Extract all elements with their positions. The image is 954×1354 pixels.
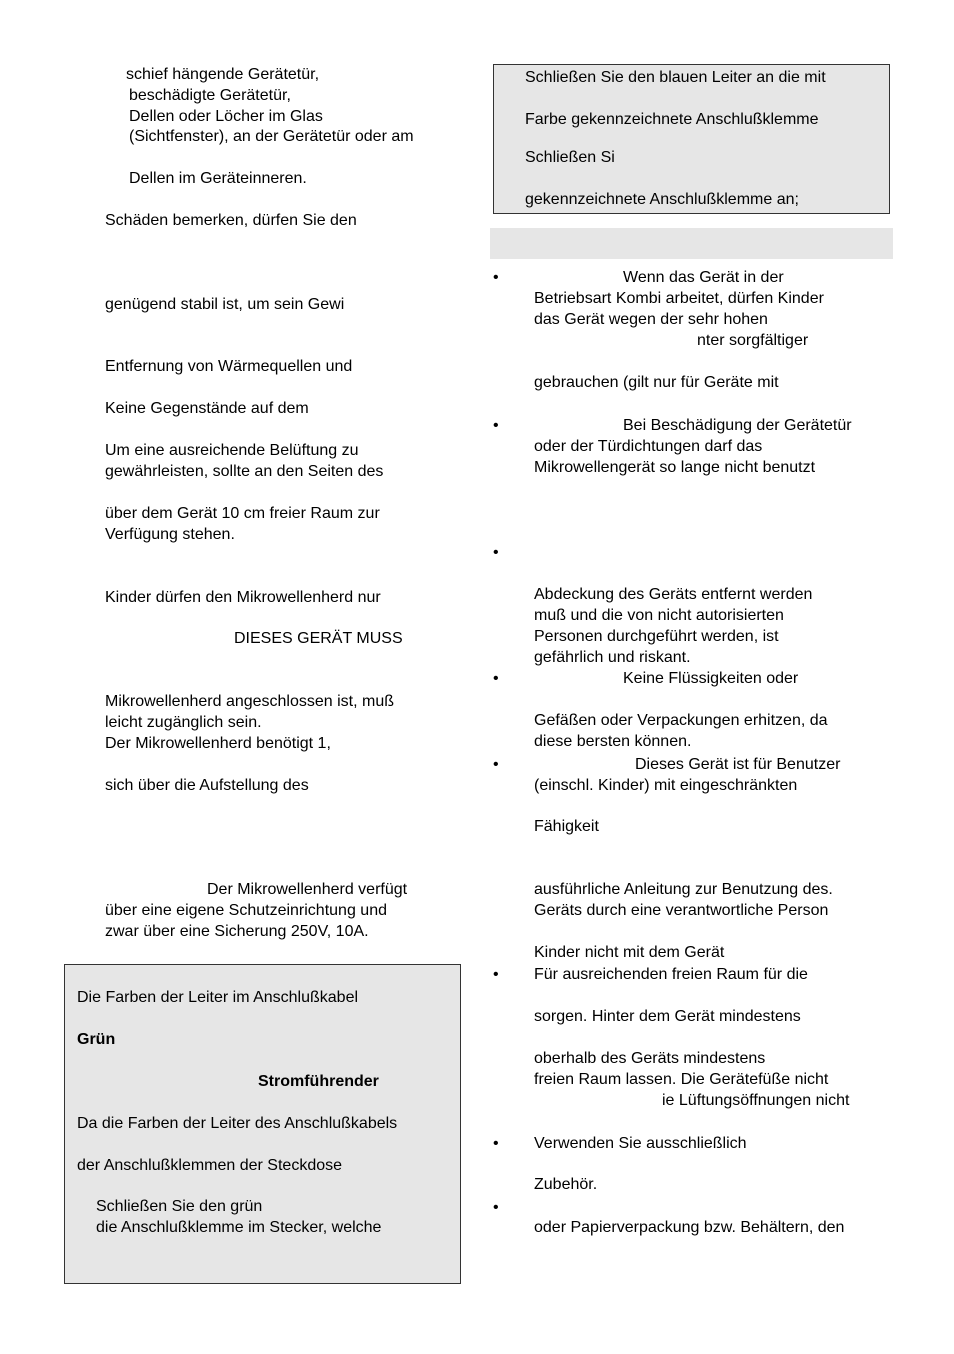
text-line: Keine Gegenstände auf dem bbox=[105, 400, 309, 417]
text-line: Fähigkeit bbox=[534, 818, 599, 835]
bullet-icon: • bbox=[493, 417, 499, 434]
text-line: Personen durchgeführt werden, ist bbox=[534, 628, 779, 645]
text-line: Entfernung von Wärmequellen und bbox=[105, 358, 353, 375]
text-line: gebrauchen (gilt nur für Geräte mit bbox=[534, 374, 779, 391]
text-line: muß und die von nicht autorisierten bbox=[534, 607, 784, 624]
text-line: beschädigte Gerätetür, bbox=[129, 87, 291, 104]
text-line: sich über die Aufstellung des bbox=[105, 777, 309, 794]
text-line: sorgen. Hinter dem Gerät mindestens bbox=[534, 1008, 801, 1025]
bullet-icon: • bbox=[493, 544, 499, 561]
bullet-icon: • bbox=[493, 1135, 499, 1152]
text-line: Verfügung stehen. bbox=[105, 526, 235, 543]
text-line: Die Farben der Leiter im Anschlußkabel bbox=[77, 989, 359, 1006]
text-line: DIESES GERÄT MUSS bbox=[234, 630, 403, 647]
text-line: die Anschlußklemme im Stecker, welche bbox=[96, 1219, 382, 1236]
bullet-icon: • bbox=[493, 966, 499, 983]
text-line: das Gerät wegen der sehr hohen bbox=[534, 311, 768, 328]
text-line: oder Papierverpackung bzw. Behältern, den bbox=[534, 1219, 845, 1236]
text-line: der Anschlußklemmen der Steckdose bbox=[77, 1157, 343, 1174]
text-line: Schließen Sie den grün bbox=[96, 1198, 263, 1215]
text-line: diese bersten können. bbox=[534, 733, 692, 750]
text-line: Keine Flüssigkeiten oder bbox=[623, 670, 799, 687]
text-line: Für ausreichenden freien Raum für die bbox=[534, 966, 808, 983]
text-line: Der Mikrowellenherd verfügt bbox=[207, 881, 408, 898]
text-line: oberhalb des Geräts mindestens bbox=[534, 1050, 766, 1067]
text-line: Kinder dürfen den Mikrowellenherd nur bbox=[105, 589, 381, 606]
text-line: Abdeckung des Geräts entfernt werden bbox=[534, 586, 813, 603]
text-line: Geräts durch eine verantwortliche Person bbox=[534, 902, 829, 919]
text-line: oder der Türdichtungen darf das bbox=[534, 438, 763, 455]
text-line: Zubehör. bbox=[534, 1176, 598, 1193]
text-line: (Sichtfenster), an der Gerätetür oder am bbox=[129, 128, 414, 145]
text-line: Mikrowellengerät so lange nicht benutzt bbox=[534, 459, 816, 476]
text-line: gefährlich und riskant. bbox=[534, 649, 691, 666]
text-line: Kinder nicht mit dem Gerät bbox=[534, 944, 725, 961]
text-line: Gefäßen oder Verpackungen erhitzen, da bbox=[534, 712, 828, 729]
text-line: Wenn das Gerät in der bbox=[623, 269, 784, 286]
text-line: über eine eigene Schutzeinrichtung und bbox=[105, 902, 387, 919]
text-line: ausführliche Anleitung zur Benutzung des. bbox=[534, 881, 833, 898]
text-line: Bei Beschädigung der Gerätetür bbox=[623, 417, 852, 434]
text-line: Betriebsart Kombi arbeitet, dürfen Kinder bbox=[534, 290, 824, 307]
text-line: genügend stabil ist, um sein Gewi bbox=[105, 296, 345, 313]
text-line: Da die Farben der Leiter des Anschlußkabels bbox=[77, 1115, 398, 1132]
text-line: Schließen Sie den blauen Leiter an die mit bbox=[525, 69, 826, 86]
text-line: Dieses Gerät ist für Benutzer bbox=[635, 756, 841, 773]
text-line: gewährleisten, sollte an den Seiten des bbox=[105, 463, 384, 480]
text-line: Grün bbox=[77, 1031, 116, 1048]
text-line: gekennzeichnete Anschlußklemme an; bbox=[525, 191, 799, 208]
text-line: Schäden bemerken, dürfen Sie den bbox=[105, 212, 357, 229]
text-line: nter sorgfältiger bbox=[697, 332, 809, 349]
bullet-icon: • bbox=[493, 269, 499, 286]
text-line: freien Raum lassen. Die Gerätefüße nicht bbox=[534, 1071, 829, 1088]
text-line: leicht zugänglich sein. bbox=[105, 714, 262, 731]
text-line: über dem Gerät 10 cm freier Raum zur bbox=[105, 505, 380, 522]
text-line: Mikrowellenherd angeschlossen ist, muß bbox=[105, 693, 395, 710]
text-line: Schließen Si bbox=[525, 149, 615, 166]
text-line: Verwenden Sie ausschließlich bbox=[534, 1135, 747, 1152]
bullet-icon: • bbox=[493, 670, 499, 687]
text-line: Dellen oder Löcher im Glas bbox=[129, 108, 323, 125]
text-line: (einschl. Kinder) mit eingeschränkten bbox=[534, 777, 798, 794]
section-header-bar bbox=[490, 228, 893, 259]
bullet-icon: • bbox=[493, 1199, 499, 1216]
text-line: schief hängende Gerätetür, bbox=[126, 66, 320, 83]
text-line: Farbe gekennzeichnete Anschlußklemme bbox=[525, 111, 819, 128]
text-line: Um eine ausreichende Belüftung zu bbox=[105, 442, 359, 459]
text-line: Dellen im Geräteinneren. bbox=[129, 170, 307, 187]
text-line: zwar über eine Sicherung 250V, 10A. bbox=[105, 923, 369, 940]
text-line: ie Lüftungsöffnungen nicht bbox=[662, 1092, 850, 1109]
text-line: Der Mikrowellenherd benötigt 1, bbox=[105, 735, 331, 752]
text-line: Stromführender bbox=[258, 1073, 379, 1090]
bullet-icon: • bbox=[493, 756, 499, 773]
